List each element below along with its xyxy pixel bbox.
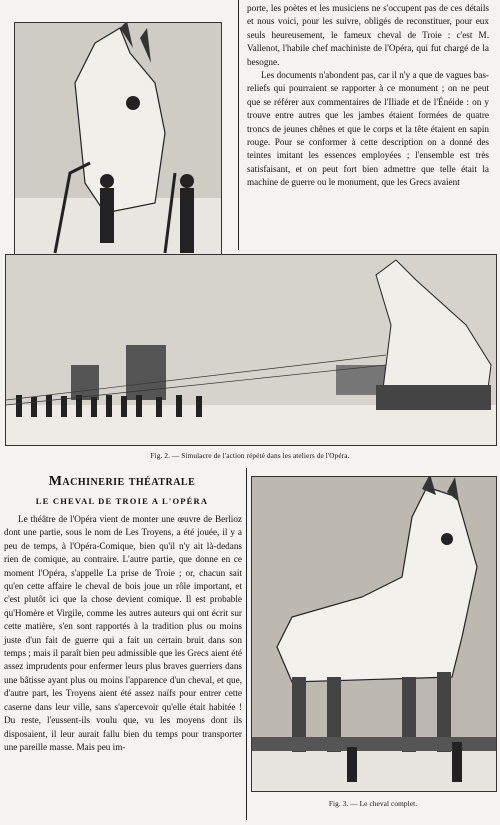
article-subtitle: LE CHEVAL DE TROIE A L'OPÉRA (35, 496, 209, 506)
article-title: Machinerie théatrale (48, 474, 196, 489)
paragraph: porte, les poètes et les musiciens ne s'occupent pas de ces détails et nous voici, pour les suivre, obligés de reconstituer, pour eux seuls heureusement, le fameux cheval de Troie : c'est M. Vallenot, l'habile chef machiniste de l'Opéra, qui fut chargé de la besogne. (247, 3, 489, 67)
article-body: Le théâtre de l'Opéra vient de monter une œuvre de Berlioz dont une partie, sous le nom de Les Troyens, a été jouée, il y a peu de temps, à l'Opéra-Comique, bien qu'il n'y ait là-dedans rien de comique, au contraire. L'autre partie, que donne en ce moment l'Opéra, s'appelle La prise de Troie ; or, chacun sait qu'en cette affaire le cheval de bois joue un rôle important, et c'est plutôt ici que la chose devient comique. Il est probable qu'Homère et Virgile, comme les autres auteurs qui ont écrit sur cette matière, s'en sont rapportés à la tradition plus ou moins juste d'un fait de guerre qui a fait un certain bruit dans son temps ; mais il paraît bien peu admissible que les Grecs aient été assez imprudents pour enfermer leurs plus braves guerriers dans une bâtisse ayant plus ou moins l'apparence d'un cheval, et que, d'autre part, les Troyens aient été assez naïfs pour entrer cette caserne dans leur ville, sans s'apercevoir qu'elle était habitée ! Du reste, l'eussent-ils voulu que, vu les moyens dont ils disposaient, il leur aurait fallu bien du temps pour transporter une pareille masse. Mais peu im- (4, 514, 242, 752)
figure-2-caption: Fig. 2. — Simulacre de l'action répété dans les ateliers de l'Opéra. (150, 451, 350, 460)
horse-head-illustration (15, 23, 221, 261)
workshop-illustration (6, 255, 496, 445)
column-divider (238, 0, 239, 250)
figure-3-image (251, 476, 497, 792)
complete-horse-illustration (252, 477, 496, 791)
column-divider (246, 468, 247, 820)
paragraph: Les documents n'abondent pas, car il n'y a que de vagues bas-reliefs qui pourraient se rapporter à ce monument ; on ne peut que se référer aux commentaires de l'Iliade et de l'Énéide : on y trouve entre autres que les jambes étaient formées de quatre troncs de jeunes chênes et que le corps et la tête étaient en sapin rouge. Pour se conformer à cette description on a donné des teintes imitant les essences employées ; l'ensemble est très satisfaisant, et on peut fort bien admettre que telle était la machine de guerre ou le monument, que les Grecs avaient (247, 70, 489, 188)
figure-3-caption: Fig. 3. — Le cheval complet. (328, 799, 418, 808)
figure-2-image (5, 254, 497, 446)
figure-1-image (14, 22, 222, 262)
top-right-column (247, 2, 489, 190)
